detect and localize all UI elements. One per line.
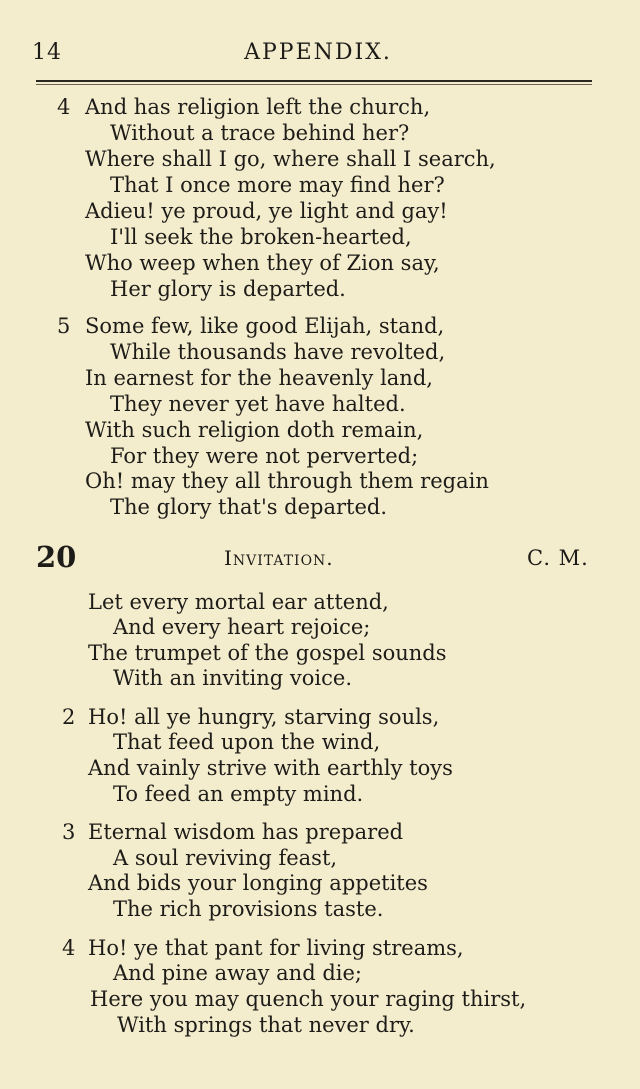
hymn-heading [0, 540, 640, 574]
running-title: APPENDIX. [244, 40, 392, 65]
verse-line: A soul reviving feast, [113, 846, 338, 870]
verse-line: Without a trace behind her? [110, 121, 410, 145]
hymn-meter: C. M. [527, 546, 589, 570]
stanza-number: 3 [62, 820, 76, 844]
stanza-number: 5 [57, 314, 71, 338]
verse-line: The trumpet of the gospel sounds [88, 641, 447, 665]
verse-line: Adieu! ye proud, ye light and gay! [85, 199, 448, 223]
verse-line: And every heart rejoice; [113, 615, 371, 639]
verse-line: And pine away and die; [113, 961, 362, 985]
verse-line: That feed upon the wind, [113, 730, 381, 754]
verse-line: With an inviting voice. [113, 666, 352, 690]
verse-line: Her glory is departed. [110, 277, 346, 301]
verse-line: For they were not perverted; [110, 444, 419, 468]
verse-line: Here you may quench your raging thirst, [90, 987, 527, 1011]
hymn-title: Invitation. [224, 546, 334, 570]
verse-line: Ho! all ye hungry, starving souls, [88, 705, 440, 729]
verse-line: And vainly strive with earthly toys [88, 756, 453, 780]
verse-line: They never yet have halted. [110, 392, 406, 416]
verse-line: In earnest for the heavenly land, [85, 366, 433, 390]
verse-line: While thousands have revolted, [110, 340, 446, 364]
stanza-number: 2 [62, 705, 76, 729]
verse-line: And bids your longing appetites [88, 871, 428, 895]
verse-line: The glory that's departed. [110, 495, 388, 519]
header-rule-thin [36, 84, 592, 85]
verse-line: Some few, like good Elijah, stand, [85, 314, 445, 338]
verse-line: Oh! may they all through them regain [85, 469, 489, 493]
verse-line: Where shall I go, where shall I search, [85, 147, 496, 171]
verse-line: And has religion left the church, [85, 95, 431, 119]
hymn-number: 20 [36, 540, 77, 574]
page-number: 14 [32, 40, 62, 65]
verse-line: The rich provisions taste. [113, 897, 384, 921]
page-header [30, 40, 590, 74]
stanza-number: 4 [57, 95, 71, 119]
stanza-number: 4 [62, 936, 76, 960]
verse-line: With such religion doth remain, [85, 418, 424, 442]
verse-line: With springs that never dry. [117, 1013, 415, 1037]
verse-line: Let every mortal ear attend, [88, 590, 389, 614]
verse-line: That I once more may find her? [110, 173, 445, 197]
verse-line: I'll seek the broken-hearted, [110, 225, 412, 249]
verse-line: Eternal wisdom has prepared [88, 820, 404, 844]
verse-line: Ho! ye that pant for living streams, [88, 936, 464, 960]
header-rule [36, 80, 592, 82]
verse-line: To feed an empty mind. [113, 782, 364, 806]
verse-line: Who weep when they of Zion say, [85, 251, 440, 275]
